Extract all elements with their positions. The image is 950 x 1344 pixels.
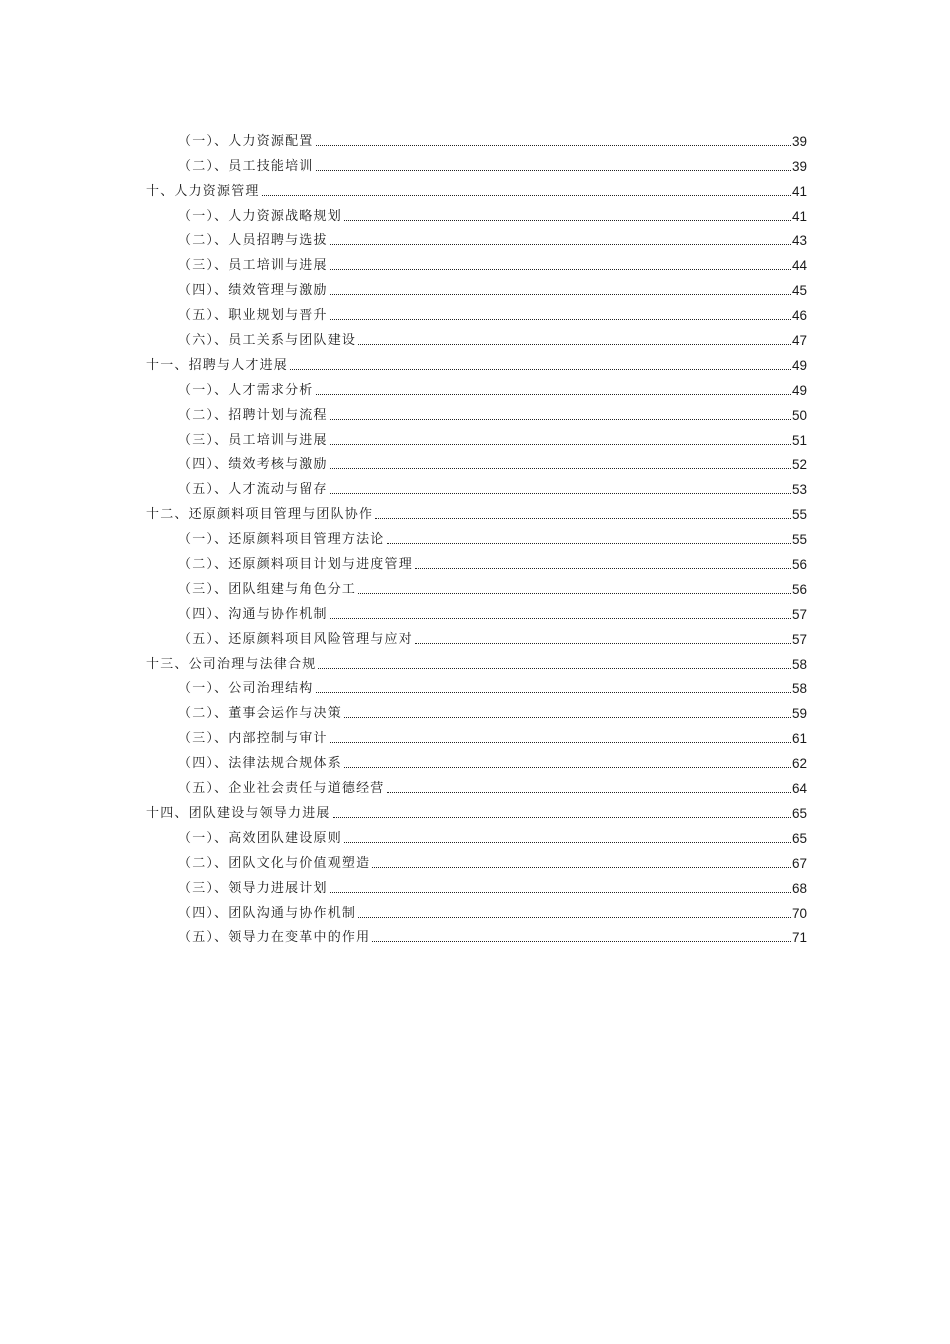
toc-page-number: 59	[791, 706, 807, 722]
toc-section-entry[interactable]	[146, 274, 807, 299]
toc-page-number: 62	[791, 756, 807, 772]
dot-leader	[330, 419, 791, 420]
toc-page-number: 57	[791, 606, 807, 622]
toc-page-number: 51	[791, 432, 807, 448]
dot-leader	[330, 493, 791, 494]
toc-section-entry[interactable]	[146, 598, 807, 623]
toc-page-number: 65	[791, 830, 807, 846]
toc-section-entry[interactable]	[146, 747, 807, 772]
dot-leader	[290, 369, 791, 370]
toc-section-entry[interactable]	[146, 225, 807, 250]
toc-section-entry[interactable]	[146, 473, 807, 498]
toc-section-entry[interactable]	[146, 573, 807, 598]
toc-entry-title: （五）、企业社会责任与道德经营	[178, 781, 385, 797]
toc-entry-title: 十、人力资源管理	[146, 183, 260, 199]
dot-leader	[344, 842, 791, 843]
toc-page-number: 39	[791, 158, 807, 174]
toc-section-entry[interactable]	[146, 623, 807, 648]
toc-page-number: 58	[791, 681, 807, 697]
toc-chapter-entry[interactable]	[146, 175, 807, 200]
toc-page-number: 67	[791, 855, 807, 871]
toc-section-entry[interactable]	[146, 847, 807, 872]
toc-section-entry[interactable]	[146, 424, 807, 449]
toc-page-number: 47	[791, 333, 807, 349]
toc-entry-title: （一）、人力资源配置	[178, 133, 314, 149]
toc-page-number: 57	[791, 631, 807, 647]
toc-section-entry[interactable]	[146, 523, 807, 548]
toc-page-number: 53	[791, 482, 807, 498]
toc-page-number: 55	[791, 532, 807, 548]
toc-entry-title: （二）、董事会运作与决策	[178, 706, 342, 722]
dot-leader	[316, 692, 791, 693]
dot-leader	[344, 717, 791, 718]
dot-leader	[333, 817, 791, 818]
toc-entry-title: 十二、还原颜料项目管理与团队协作	[146, 507, 374, 523]
toc-entry-title: （三）、领导力进展计划	[178, 880, 328, 896]
toc-entry-title: （二）、还原颜料项目计划与进度管理	[178, 557, 413, 573]
dot-leader	[330, 742, 791, 743]
toc-chapter-entry[interactable]	[146, 797, 807, 822]
toc-entry-title: （一）、高效团队建设原则	[178, 830, 342, 846]
dot-leader	[387, 543, 791, 544]
dot-leader	[262, 195, 791, 196]
toc-section-entry[interactable]	[146, 872, 807, 897]
toc-page-number: 44	[791, 258, 807, 274]
toc-entry-title: （一）、公司治理结构	[178, 681, 314, 697]
toc-page-number: 70	[791, 905, 807, 921]
toc-entry-title: （三）、团队组建与角色分工	[178, 581, 357, 597]
toc-entry-title: （三）、员工培训与进展	[178, 432, 328, 448]
dot-leader	[344, 220, 791, 221]
dot-leader	[372, 867, 791, 868]
toc-chapter-entry[interactable]	[146, 349, 807, 374]
toc-page-number: 65	[791, 805, 807, 821]
dot-leader	[387, 792, 791, 793]
toc-chapter-entry[interactable]	[146, 648, 807, 673]
toc-page-number: 71	[791, 930, 807, 946]
dot-leader	[330, 444, 791, 445]
toc-section-entry[interactable]	[146, 673, 807, 698]
toc-page-number: 64	[791, 781, 807, 797]
toc-entry-title: （三）、内部控制与审计	[178, 731, 328, 747]
toc-entry-title: 十一、招聘与人才进展	[146, 357, 289, 373]
dot-leader	[316, 394, 791, 395]
toc-entry-title: （二）、人员招聘与选拔	[178, 233, 328, 249]
toc-entry-title: （二）、员工技能培训	[178, 158, 314, 174]
toc-chapter-entry[interactable]	[146, 498, 807, 523]
dot-leader	[344, 767, 791, 768]
toc-entry-title: （四）、绩效考核与激励	[178, 457, 328, 473]
toc-page-number: 41	[791, 183, 807, 199]
toc-entry-title: （一）、还原颜料项目管理方法论	[178, 532, 385, 548]
dot-leader	[330, 468, 791, 469]
toc-page-number: 45	[791, 283, 807, 299]
toc-entry-title: （一）、人才需求分析	[178, 382, 314, 398]
toc-section-entry[interactable]	[146, 150, 807, 175]
toc-section-entry[interactable]	[146, 722, 807, 747]
dot-leader	[330, 269, 791, 270]
toc-section-entry[interactable]	[146, 548, 807, 573]
toc-entry-title: （四）、团队沟通与协作机制	[178, 905, 357, 921]
toc-page-number: 52	[791, 457, 807, 473]
toc-section-entry[interactable]	[146, 200, 807, 225]
dot-leader	[330, 892, 791, 893]
toc-section-entry[interactable]	[146, 125, 807, 150]
dot-leader	[415, 643, 791, 644]
toc-section-entry[interactable]	[146, 299, 807, 324]
toc-section-entry[interactable]	[146, 697, 807, 722]
toc-page-number: 41	[791, 208, 807, 224]
dot-leader	[358, 344, 791, 345]
table-of-contents	[146, 125, 807, 946]
toc-page-number: 49	[791, 382, 807, 398]
toc-entry-title: （三）、员工培训与进展	[178, 258, 328, 274]
toc-section-entry[interactable]	[146, 374, 807, 399]
toc-entry-title: （五）、人才流动与留存	[178, 482, 328, 498]
toc-page-number: 46	[791, 308, 807, 324]
toc-entry-title: （五）、职业规划与晋升	[178, 308, 328, 324]
toc-section-entry[interactable]	[146, 772, 807, 797]
toc-page-number: 50	[791, 407, 807, 423]
toc-section-entry[interactable]	[146, 324, 807, 349]
toc-page-number: 61	[791, 731, 807, 747]
toc-entry-title: （六）、员工关系与团队建设	[178, 333, 357, 349]
toc-entry-title: （四）、法律法规合规体系	[178, 756, 342, 772]
toc-entry-title: （五）、还原颜料项目风险管理与应对	[178, 631, 413, 647]
toc-page-number: 56	[791, 557, 807, 573]
toc-page-number: 49	[791, 357, 807, 373]
dot-leader	[358, 917, 791, 918]
toc-section-entry[interactable]	[146, 449, 807, 474]
toc-entry-title: （四）、绩效管理与激励	[178, 283, 328, 299]
toc-page-number: 68	[791, 880, 807, 896]
toc-page-number: 56	[791, 581, 807, 597]
dot-leader	[330, 618, 791, 619]
dot-leader	[316, 170, 791, 171]
dot-leader	[330, 244, 791, 245]
toc-entry-title: （一）、人力资源战略规划	[178, 208, 342, 224]
toc-entry-title: （四）、沟通与协作机制	[178, 606, 328, 622]
toc-page-number: 39	[791, 133, 807, 149]
toc-entry-title: （五）、领导力在变革中的作用	[178, 930, 371, 946]
toc-entry-title: 十三、公司治理与法律合规	[146, 656, 317, 672]
dot-leader	[358, 593, 791, 594]
toc-section-entry[interactable]	[146, 249, 807, 274]
dot-leader	[316, 145, 791, 146]
toc-section-entry[interactable]	[146, 399, 807, 424]
dot-leader	[330, 319, 791, 320]
dot-leader	[318, 668, 791, 669]
dot-leader	[375, 518, 791, 519]
toc-entry-title: （二）、团队文化与价值观塑造	[178, 855, 371, 871]
dot-leader	[330, 294, 791, 295]
dot-leader	[372, 941, 791, 942]
toc-entry-title: （二）、招聘计划与流程	[178, 407, 328, 423]
toc-page-number: 43	[791, 233, 807, 249]
toc-section-entry[interactable]	[146, 822, 807, 847]
dot-leader	[415, 568, 791, 569]
toc-section-entry[interactable]	[146, 897, 807, 922]
toc-section-entry[interactable]	[146, 922, 807, 947]
toc-page-number: 55	[791, 507, 807, 523]
toc-entry-title: 十四、团队建设与领导力进展	[146, 805, 331, 821]
toc-page-number: 58	[791, 656, 807, 672]
